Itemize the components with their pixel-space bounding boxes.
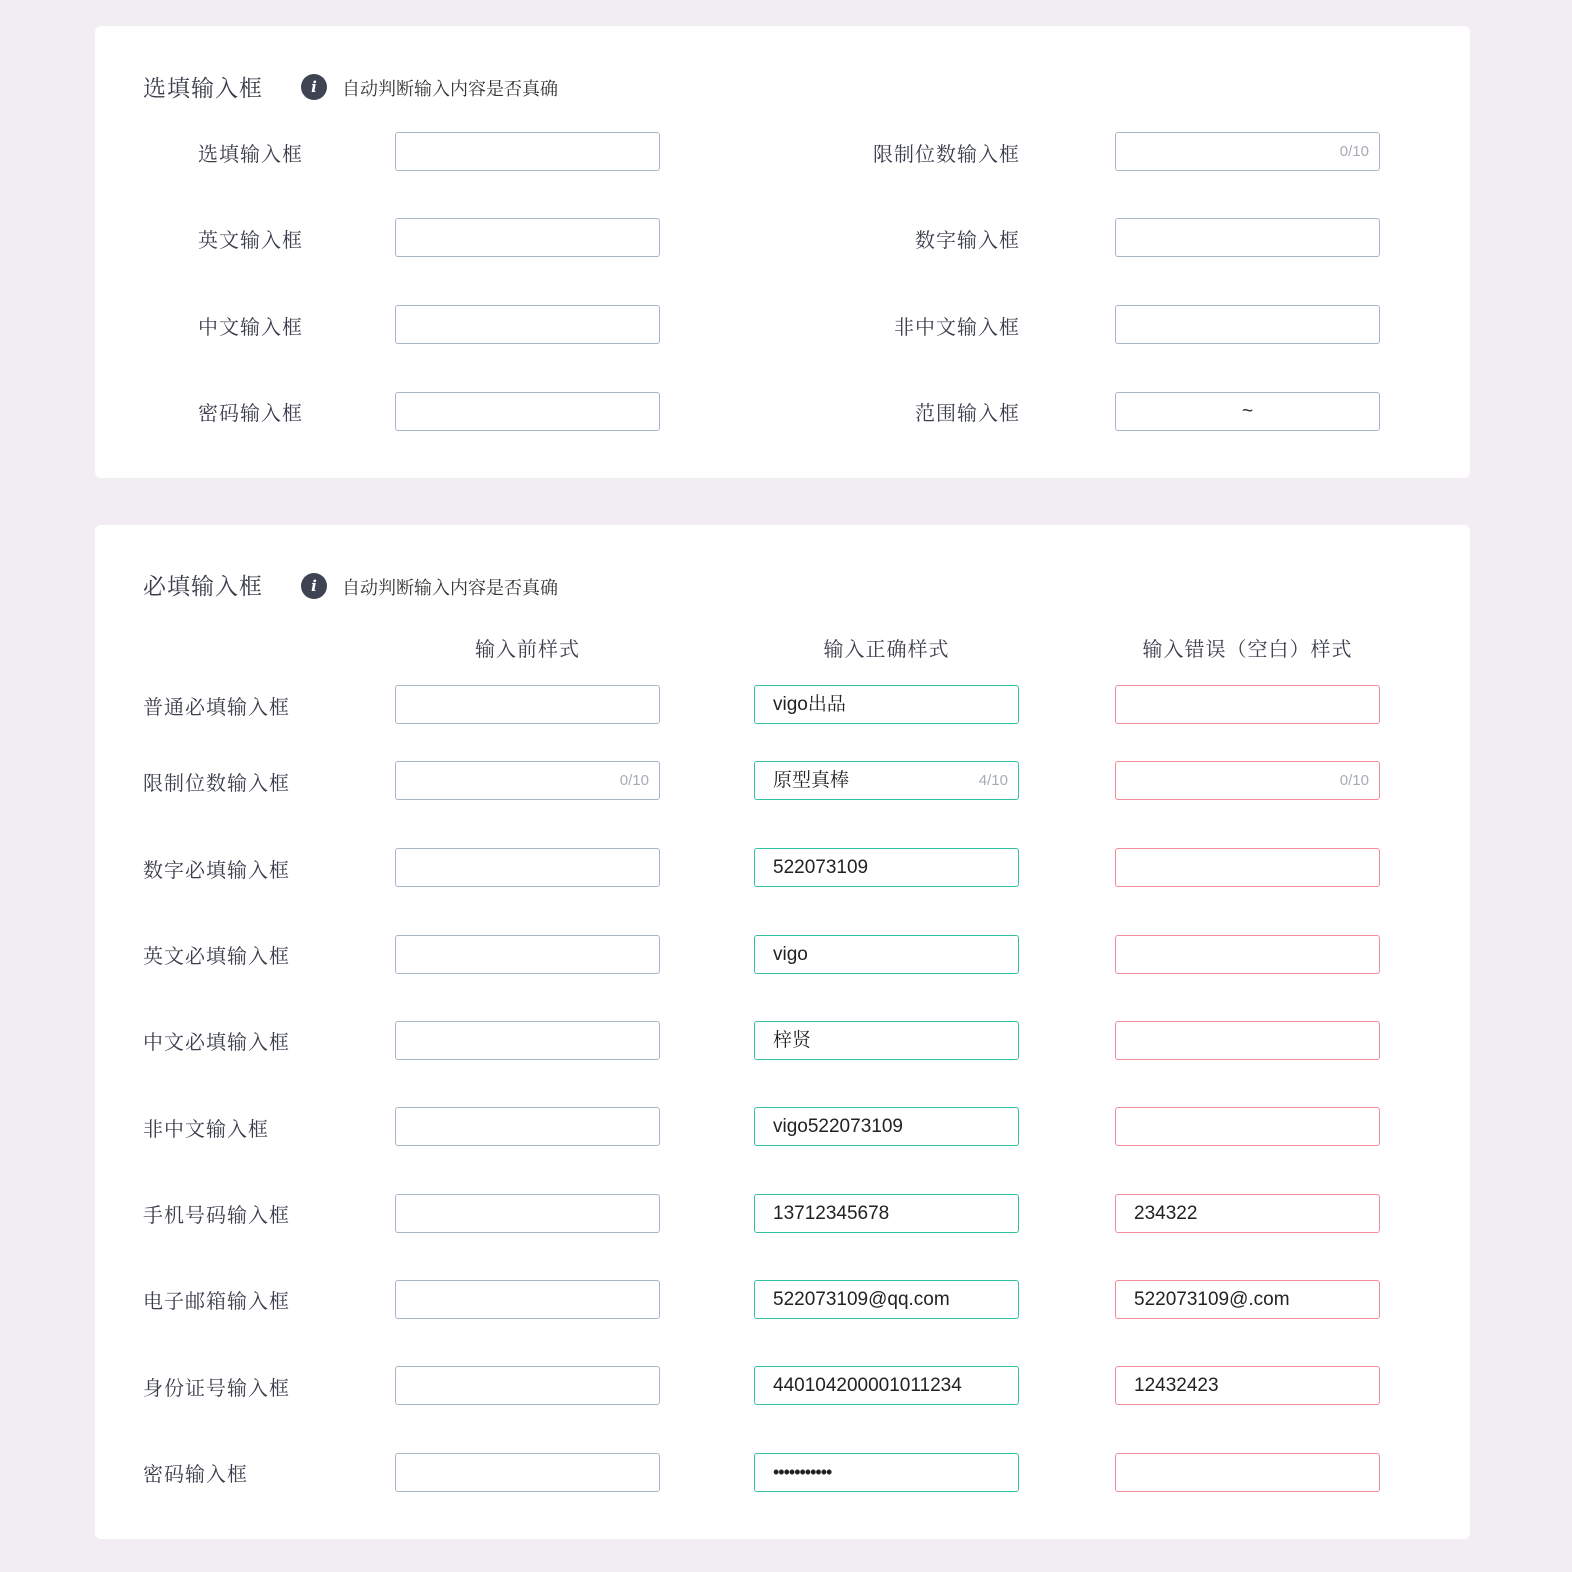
required-input-card — [95, 525, 1470, 1539]
input-before[interactable] — [395, 935, 660, 974]
input-ok[interactable]: vigo出品 — [754, 685, 1019, 724]
input-ok[interactable]: 13712345678 — [754, 1194, 1019, 1233]
input-before[interactable] — [395, 1194, 660, 1233]
input-error[interactable] — [1115, 685, 1380, 724]
field-label: 中文输入框 — [198, 315, 303, 339]
password-input-ok[interactable]: ••••••••••• — [754, 1453, 1019, 1492]
input-error[interactable]: 522073109@.com — [1115, 1280, 1380, 1319]
non-chinese-input[interactable] — [1115, 305, 1380, 344]
row-label: 普通必填输入框 — [143, 695, 290, 719]
field-label: 英文输入框 — [198, 228, 303, 252]
char-counter: 0/10 — [1339, 143, 1369, 160]
input-error[interactable]: 234322 — [1115, 1194, 1380, 1233]
info-icon: i — [301, 74, 327, 100]
input-ok[interactable]: vigo522073109 — [754, 1107, 1019, 1146]
input-ok[interactable]: 梓贤 — [754, 1021, 1019, 1060]
input-error[interactable] — [1115, 1107, 1380, 1146]
field-label: 选填输入框 — [198, 142, 303, 166]
password-input[interactable] — [395, 392, 660, 431]
hint-text: 自动判断输入内容是否真确 — [342, 578, 558, 599]
input-before[interactable] — [395, 848, 660, 887]
input-ok[interactable] — [754, 761, 1019, 800]
row-label: 密码输入框 — [143, 1462, 248, 1486]
input-ok[interactable]: 522073109 — [754, 848, 1019, 887]
column-header-error: 输入错误（空白）样式 — [1142, 637, 1353, 661]
hint-text: 自动判断输入内容是否真确 — [342, 79, 558, 100]
row-label: 限制位数输入框 — [143, 771, 290, 795]
input-ok[interactable]: 522073109@qq.com — [754, 1280, 1019, 1319]
column-header-before: 输入前样式 — [475, 637, 580, 661]
input-error[interactable] — [1115, 935, 1380, 974]
optional-input-card — [95, 26, 1470, 478]
input-ok[interactable]: 440104200001011234 — [754, 1366, 1019, 1405]
field-label: 数字输入框 — [915, 228, 1020, 252]
input-error[interactable] — [1115, 761, 1380, 800]
limit-length-input[interactable] — [1115, 132, 1380, 171]
input-before[interactable] — [395, 685, 660, 724]
field-label: 范围输入框 — [915, 401, 1020, 425]
field-label: 非中文输入框 — [894, 315, 1020, 339]
input-value: 原型真棒 — [773, 770, 850, 791]
input-before[interactable] — [395, 1453, 660, 1492]
range-input[interactable]: ~ — [1115, 392, 1380, 431]
info-icon: i — [301, 573, 327, 599]
input-before[interactable] — [395, 1107, 660, 1146]
char-counter: 4/10 — [978, 772, 1008, 789]
row-label: 电子邮箱输入框 — [143, 1289, 290, 1313]
section-title: 选填输入框 — [143, 76, 263, 102]
row-label: 英文必填输入框 — [143, 944, 290, 968]
input-before[interactable] — [395, 1366, 660, 1405]
section-title: 必填输入框 — [143, 574, 263, 600]
row-label: 中文必填输入框 — [143, 1030, 290, 1054]
chinese-input[interactable] — [395, 305, 660, 344]
input-before[interactable] — [395, 761, 660, 800]
optional-input[interactable] — [395, 132, 660, 171]
char-counter: 0/10 — [619, 772, 649, 789]
input-before[interactable] — [395, 1280, 660, 1319]
field-label: 限制位数输入框 — [873, 142, 1020, 166]
input-before[interactable] — [395, 1021, 660, 1060]
column-header-ok: 输入正确样式 — [823, 637, 950, 661]
row-label: 手机号码输入框 — [143, 1203, 290, 1227]
row-label: 身份证号输入框 — [143, 1376, 290, 1400]
input-error[interactable]: 12432423 — [1115, 1366, 1380, 1405]
input-error[interactable] — [1115, 848, 1380, 887]
input-error[interactable] — [1115, 1453, 1380, 1492]
row-label: 数字必填输入框 — [143, 858, 290, 882]
input-ok[interactable]: vigo — [754, 935, 1019, 974]
char-counter: 0/10 — [1339, 772, 1369, 789]
english-input[interactable] — [395, 218, 660, 257]
input-error[interactable] — [1115, 1021, 1380, 1060]
number-input[interactable] — [1115, 218, 1380, 257]
row-label: 非中文输入框 — [143, 1117, 269, 1141]
field-label: 密码输入框 — [198, 401, 303, 425]
